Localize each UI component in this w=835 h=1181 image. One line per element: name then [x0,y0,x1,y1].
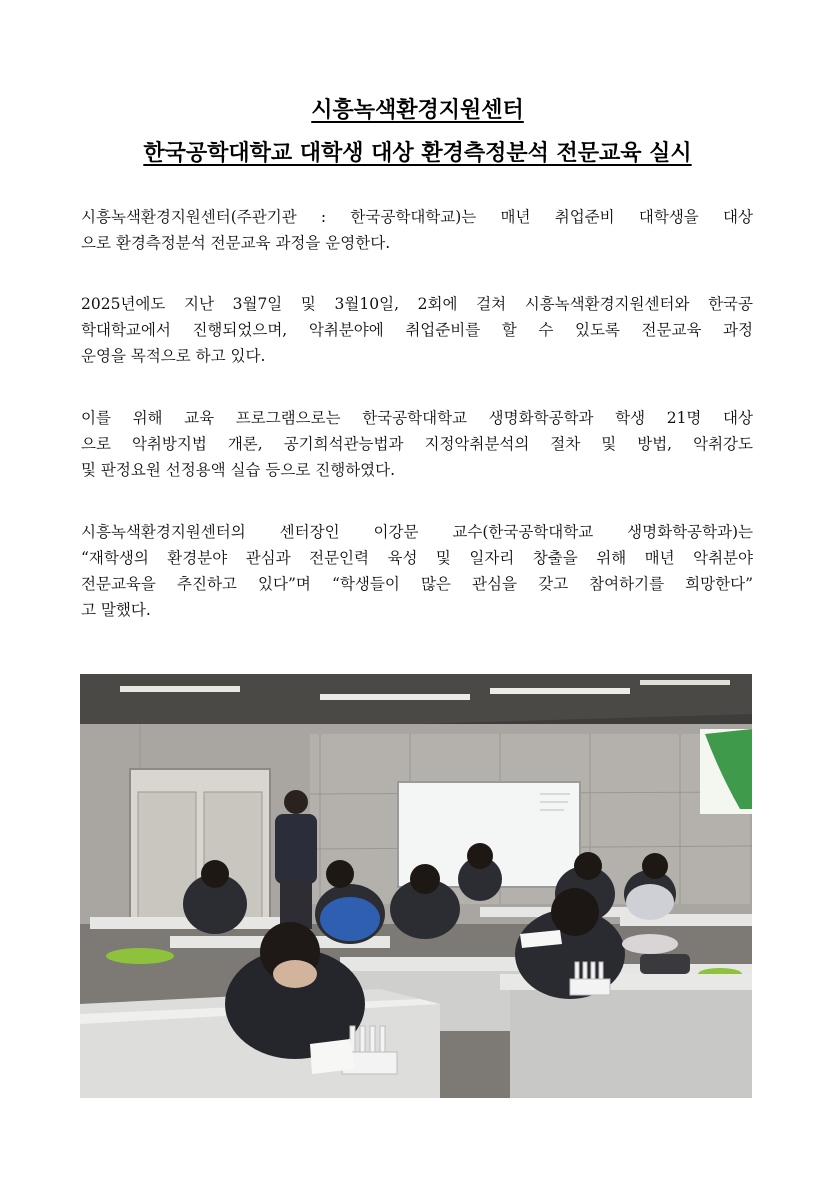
paragraph-line: 학대학교에서 진행되었으며, 악취분야에 취업준비를 할 수 있도록 전문교육 과정 [81,321,753,339]
document-title-line-2: 한국공학대학교 대학생 대상 환경측정분석 전문교육 실시 [143,140,692,166]
paragraph-line: “재학생의 환경분야 관심과 전문인력 육성 및 일자리 창출을 위해 매년 악취분야 [81,549,753,567]
paragraph-2 [81,291,753,369]
paragraph-line: 고 말했다. [81,601,151,619]
paragraph-line: 전문교육을 추진하고 있다”며 “학생들이 많은 관심을 갖고 참여하기를 희망한다” [81,575,753,593]
paragraph-line: 으로 악취방지법 개론, 공기희석관능법과 지정악취분석의 절차 및 방법, 악취강도 [81,435,753,453]
paragraph-3 [81,405,753,483]
paragraph-line: 2025년에도 지난 3월7일 및 3월10일, 2회에 걸쳐 시흥녹색환경지원센터와 한국공 [81,295,753,313]
paragraph-line: 및 판정요원 선정용액 실습 등으로 진행하였다. [81,461,396,479]
paragraph-line: 으로 환경측정분석 전문교육 과정을 운영한다. [81,234,391,252]
paragraph-line: 이를 위해 교육 프로그램으로는 한국공학대학교 생명화학공학과 학생 21명 대상 [81,409,753,427]
paragraph-line: 시흥녹색환경지원센터(주관기관 : 한국공학대학교)는 매년 취업준비 대학생을 대상 [81,208,753,226]
paragraph-line: 시흥녹색환경지원센터의 센터장인 이강문 교수(한국공학대학교 생명화학공학과)는 [81,523,753,541]
classroom-training-photo [80,674,752,1098]
paragraph-4 [81,519,753,623]
paragraph-1 [81,204,753,256]
paragraph-line: 운영을 목적으로 하고 있다. [81,347,266,365]
document-title-line-1: 시흥녹색환경지원센터 [311,97,524,123]
